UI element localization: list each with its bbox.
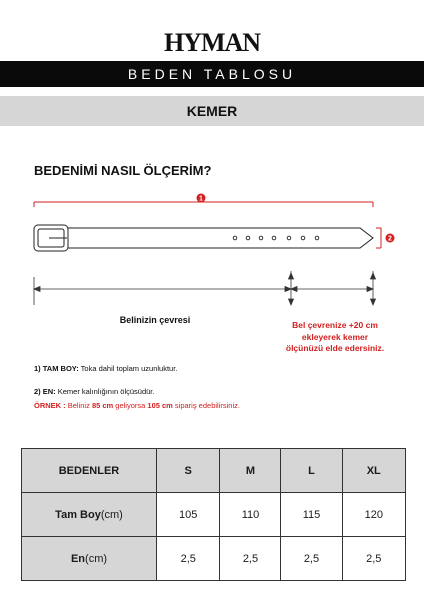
note-total-length bbox=[34, 364, 177, 373]
table-cell: 110 bbox=[220, 493, 281, 537]
table-header-cell: L bbox=[281, 449, 342, 493]
row-label: Tam Boy bbox=[55, 508, 101, 521]
table-cell: 2,5 bbox=[157, 537, 220, 581]
table-cell: 2,5 bbox=[220, 537, 281, 581]
table-cell: 2,5 bbox=[281, 537, 342, 581]
note-label: 2) EN: bbox=[34, 387, 56, 396]
marker-2-label: 2 bbox=[388, 235, 392, 243]
row-header bbox=[22, 537, 157, 581]
row-unit: (cm) bbox=[100, 508, 123, 521]
note-text: Kemer kalınlığının ölçüsüdür. bbox=[55, 387, 155, 396]
note-example bbox=[34, 401, 240, 410]
example-value: 105 cm bbox=[147, 401, 173, 410]
waist-label: Belinizin çevresi bbox=[119, 315, 191, 325]
row-label: En bbox=[70, 552, 86, 565]
measure-arrows bbox=[34, 273, 376, 305]
marker-1-label: 1 bbox=[199, 195, 203, 203]
table-cell: 2,5 bbox=[342, 537, 405, 581]
belt-diagram bbox=[0, 185, 424, 325]
belt-holes bbox=[233, 236, 319, 240]
example-text: Beliniz bbox=[65, 401, 92, 410]
extra-note-line: ölçünüzü elde edersiniz. bbox=[285, 343, 385, 353]
category-title: KEMER bbox=[0, 96, 424, 126]
table-header-cell: M bbox=[220, 449, 281, 493]
table-cell: 105 bbox=[157, 493, 220, 537]
size-table bbox=[21, 448, 406, 581]
brand-logo: HYMAN bbox=[163, 28, 261, 57]
example-text: geliyorsa bbox=[113, 401, 148, 410]
note-label: 1) TAM BOY: bbox=[34, 364, 79, 373]
belt-strap bbox=[68, 228, 373, 248]
extra-note-line: Bel çevrenize +20 cm bbox=[292, 320, 378, 330]
page-title: BEDEN TABLOSU bbox=[0, 61, 424, 87]
table-row bbox=[22, 493, 406, 537]
table-cell: 120 bbox=[342, 493, 405, 537]
table-header-cell: XL bbox=[342, 449, 405, 493]
example-value: 85 cm bbox=[91, 401, 114, 410]
belt bbox=[34, 225, 373, 251]
table-cell: 115 bbox=[281, 493, 342, 537]
example-text: sipariş edebilirsiniz. bbox=[172, 401, 240, 410]
example-label: ÖRNEK : bbox=[34, 401, 66, 410]
table-header-cell: S bbox=[157, 449, 220, 493]
total-length-bracket bbox=[34, 202, 373, 207]
table-header-cell: BEDENLER bbox=[22, 449, 157, 493]
row-header bbox=[22, 493, 157, 537]
table-header-row bbox=[22, 449, 406, 493]
note-width bbox=[34, 387, 154, 396]
extra-length-note bbox=[272, 320, 398, 355]
row-unit: (cm) bbox=[85, 552, 108, 565]
note-text: Toka dahil toplam uzunluktur. bbox=[78, 364, 178, 373]
width-bracket bbox=[376, 228, 381, 248]
extra-note-line: ekleyerek kemer bbox=[301, 331, 369, 342]
table-row bbox=[22, 537, 406, 581]
measure-heading: BEDENİMİ NASIL ÖLÇERİM? bbox=[34, 163, 212, 178]
measure-ticks bbox=[34, 271, 373, 305]
